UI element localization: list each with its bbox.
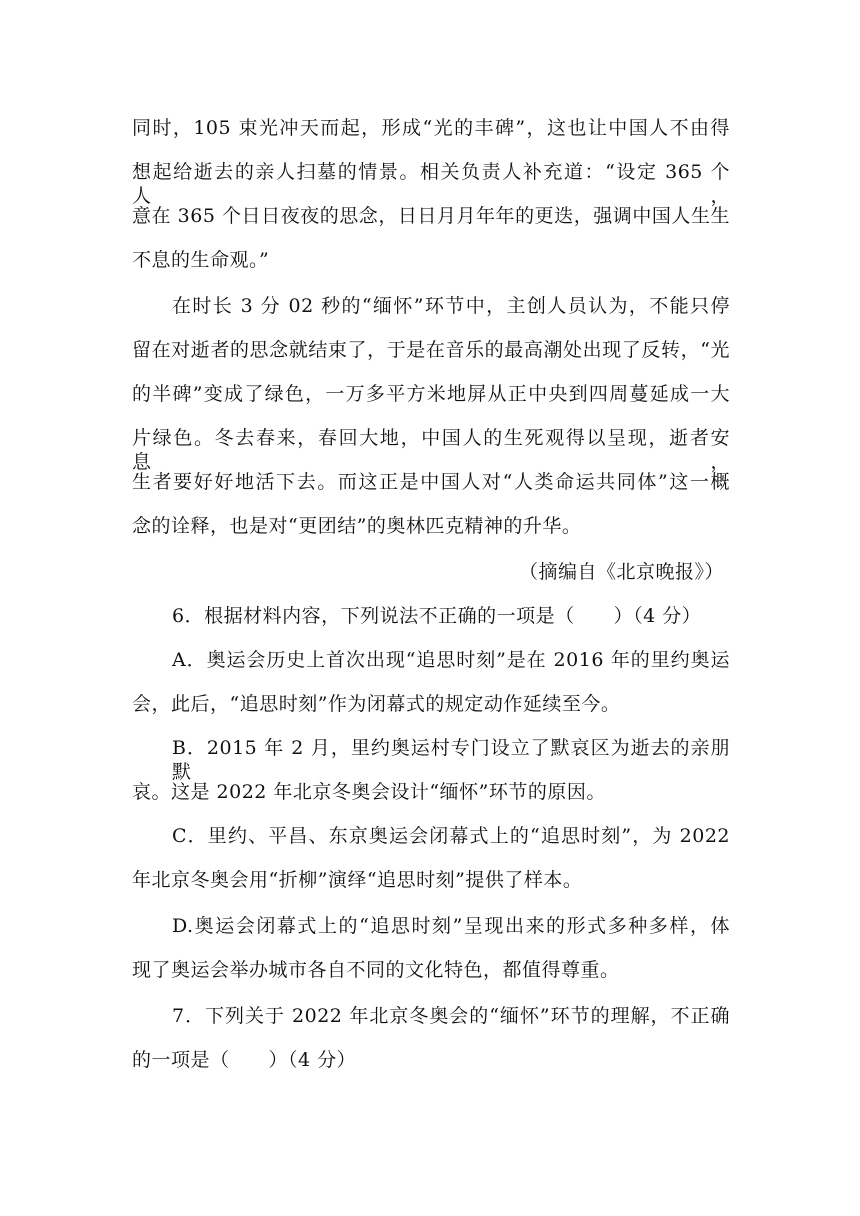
option-a-cont: 会，此后，“追思时刻”作为闭幕式的规定动作延续至今。 <box>132 693 621 715</box>
paragraph-line: 不息的生命观。” <box>132 249 270 271</box>
option-b-cont: 哀。这是 2022 年北京冬奥会设计“缅怀”环节的原因。 <box>132 781 606 803</box>
question-6-stem: 6．根据材料内容，下列说法不正确的一项是（ ）（4 分） <box>172 605 702 627</box>
option-d: D.奥运会闭幕式上的“追思时刻”呈现出来的形式多种多样，体 <box>172 915 730 937</box>
paragraph-line: 生者要好好地活下去。而这正是中国人对“人类命运共同体”这一概 <box>132 471 730 493</box>
paragraph-line: 同时，105 束光冲天而起，形成“光的丰碑”，这也让中国人不由得 <box>132 117 730 139</box>
paragraph-line: 的半碑”变成了绿色，一万多平方米地屏从正中央到四周蔓延成一大 <box>132 383 730 405</box>
option-c-cont: 年北京冬奥会用“折柳”演绎“追思时刻”提供了样本。 <box>132 869 583 891</box>
paragraph-line: 意在 365 个日日夜夜的思念，日日月月年年的更迭，强调中国人生生 <box>132 205 730 227</box>
source-citation: （摘编自《北京晚报》） <box>518 561 724 583</box>
question-7-stem: 7．下列关于 2022 年北京冬奥会的“缅怀”环节的理解，不正确 <box>172 1005 730 1027</box>
option-a: A．奥运会历史上首次出现“追思时刻”是在 2016 年的里约奥运 <box>172 649 730 671</box>
question-7-stem-cont: 的一项是（ ）（4 分） <box>132 1049 357 1071</box>
paragraph-line: 留在对逝者的思念就结束了，于是在音乐的最高潮处出现了反转，“光 <box>132 339 730 361</box>
paragraph-line: 片绿色。冬去春来，春回大地，中国人的生死观得以呈现，逝者安息， <box>132 427 730 473</box>
paragraph-line: 念的诠释，也是对“更团结”的奥林匹克精神的升华。 <box>132 515 582 537</box>
option-c: C．里约、平昌、东京奥运会闭幕式上的“追思时刻”，为 2022 <box>172 825 730 847</box>
option-d-cont: 现了奥运会举办城市各自不同的文化特色，都值得尊重。 <box>132 959 620 981</box>
paragraph-line: 想起给逝去的亲人扫墓的情景。相关负责人补充道：“设定 365 个人， <box>132 161 730 207</box>
option-b: B．2015 年 2 月，里约奥运村专门设立了默哀区为逝去的亲朋默 <box>172 737 730 783</box>
paragraph-line: 在时长 3 分 02 秒的“缅怀”环节中，主创人员认为，不能只停 <box>172 295 730 317</box>
